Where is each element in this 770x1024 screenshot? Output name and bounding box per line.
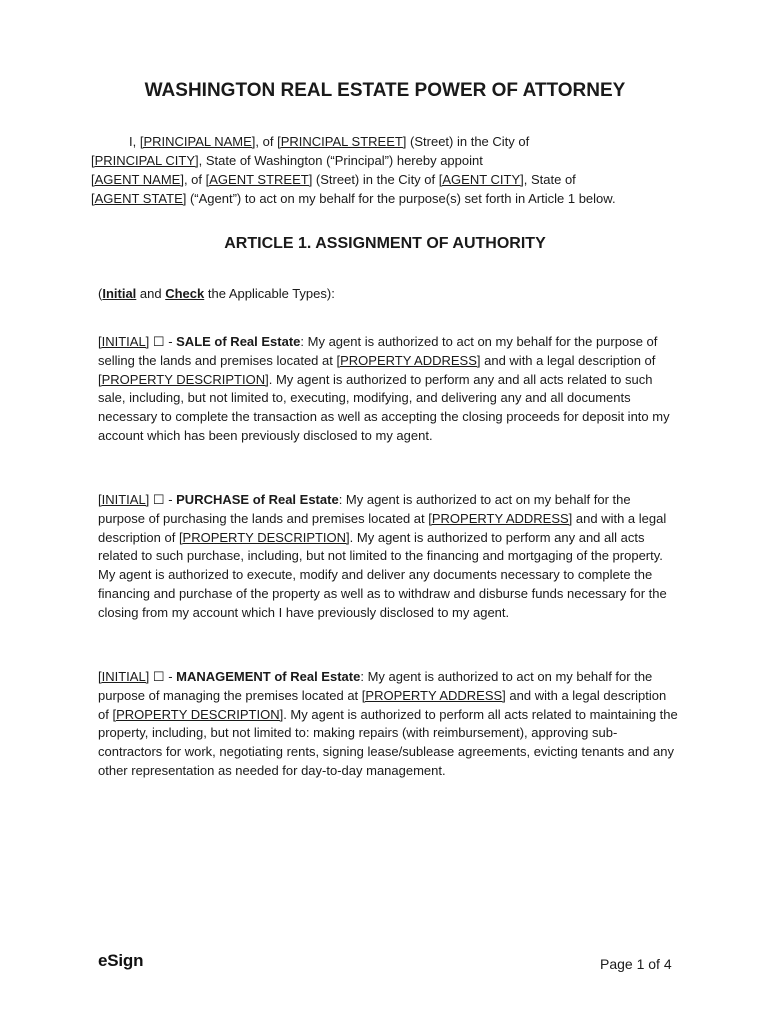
intro-paragraph [91, 132, 691, 208]
esign-logo: eSign [98, 951, 144, 970]
sale-heading: SALE of Real Estate [176, 334, 301, 349]
management-property-address-field[interactable]: [PROPERTY ADDRESS] [361, 687, 506, 703]
purchase-heading: PURCHASE of Real Estate [176, 492, 339, 507]
principal-street-field[interactable]: [PRINCIPAL STREET] [277, 134, 407, 149]
clause-text: : My agent is authorized to act on my behalf for the purpose of managing the premises located at [98, 669, 653, 703]
intro-text: , of [255, 134, 278, 149]
clause-text: and with a legal description of [480, 352, 656, 368]
management-heading: MANAGEMENT of Real Estate [176, 669, 361, 684]
clause-text: and with a legal description of [98, 687, 667, 722]
agent-street-field[interactable]: [AGENT STREET] [205, 172, 313, 187]
agent-name-field[interactable]: [AGENT NAME] [91, 172, 184, 187]
instruction-text: the Applicable Types): [204, 286, 335, 301]
sale-property-address-field[interactable]: [PROPERTY ADDRESS] [336, 352, 481, 368]
clause-dash: - [164, 669, 177, 684]
purchase-checkbox[interactable]: ☐ [152, 492, 165, 507]
management-clause [98, 668, 678, 781]
purchase-property-description-field[interactable]: [PROPERTY DESCRIPTION] [178, 529, 350, 545]
instruction-line [98, 286, 335, 301]
management-checkbox[interactable]: ☐ [152, 669, 165, 684]
purchase-initial-field[interactable]: [INITIAL] [98, 492, 150, 507]
clause-text: : My agent is authorized to act on my behalf for the purpose of purchasing the lands and premises located at [98, 492, 631, 526]
management-property-description-field[interactable]: [PROPERTY DESCRIPTION] [112, 706, 284, 722]
intro-text: , of [183, 172, 206, 187]
clause-text: and with a legal description of [98, 510, 667, 545]
initial-keyword: Initial [102, 286, 137, 301]
clause-dash: - [164, 334, 177, 349]
clause-dash: - [164, 492, 177, 507]
check-keyword: Check [165, 286, 205, 301]
intro-text: , State of [523, 172, 576, 187]
management-initial-field[interactable]: [INITIAL] [98, 669, 150, 684]
sale-clause [98, 333, 678, 446]
intro-text: (Street) in the City of [406, 134, 530, 149]
page-number: Page 1 of 4 [600, 956, 672, 972]
document-title: WASHINGTON REAL ESTATE POWER OF ATTORNEY [144, 80, 626, 101]
principal-city-field[interactable]: [PRINCIPAL CITY] [91, 153, 199, 168]
sale-initial-field[interactable]: [INITIAL] [98, 334, 150, 349]
agent-city-field[interactable]: [AGENT CITY] [438, 172, 524, 187]
clause-text: . My agent is authorized to perform all acts related to maintaining the property, including, but not limited to: making repairs (with reimbursement), approving sub-contractors for work, negotiating rents, signing lease/sublease agreements, evicting tenants and any other representation as needed for day-to-day management. [98, 706, 678, 778]
clause-text: . My agent is authorized to perform any and all acts related to such sale, including, but not limited to, executing, modifying, and delivering any and all documents necessary to complete the transaction as well as accepting the closing proceeds for deposit into my account which has been previously disclosed to my agent. [98, 371, 670, 443]
sale-property-description-field[interactable]: [PROPERTY DESCRIPTION] [98, 371, 269, 387]
intro-text: I, [129, 134, 140, 149]
clause-text: . My agent is authorized to perform any and all acts related to such purchase, including, but not limited to the financing and mortgaging of the property. My agent is authorized to execute, modify and deliver any documents necessary to complete the financing and purchase of the property as well as to withdraw and disburse funds necessary for the closing from my account which I have previously disclosed to my agent. [98, 529, 667, 620]
sale-checkbox[interactable]: ☐ [152, 334, 165, 349]
purchase-clause [98, 491, 678, 623]
principal-name-field[interactable]: [PRINCIPAL NAME] [139, 134, 256, 149]
intro-text: , State of Washington (“Principal”) hereby appoint [198, 153, 483, 168]
instruction-text: and [136, 286, 166, 301]
intro-text: (Street) in the City of [312, 172, 439, 187]
intro-text: (“Agent”) to act on my behalf for the purpose(s) set forth in Article 1 below. [186, 191, 616, 206]
instruction-text: ( [98, 286, 103, 301]
purchase-property-address-field[interactable]: [PROPERTY ADDRESS] [428, 510, 573, 526]
article-heading: ARTICLE 1. ASSIGNMENT OF AUTHORITY [224, 235, 546, 252]
agent-state-field[interactable]: [AGENT STATE] [91, 191, 187, 206]
clause-text: : My agent is authorized to act on my behalf for the purpose of selling the lands and premises located at [98, 334, 658, 368]
